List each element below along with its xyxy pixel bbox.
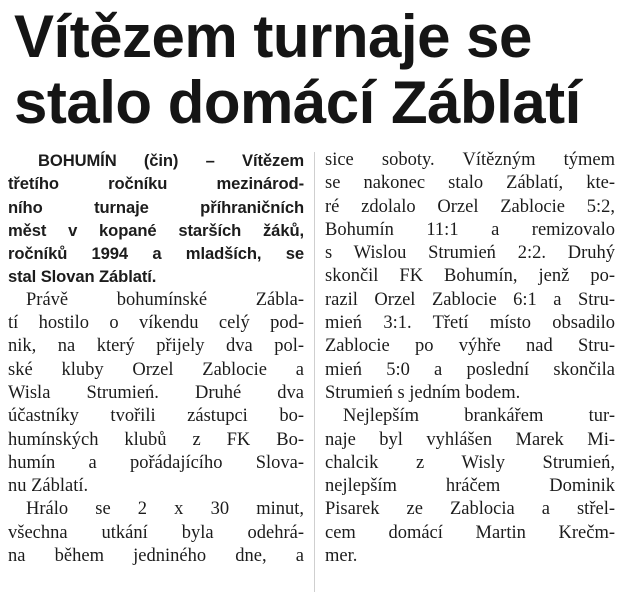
- text-line: Zablocie po výhře nad Stru-: [325, 336, 615, 357]
- left-column: [8, 149, 304, 568]
- lead-line: stal Slovan Záblatí.: [8, 267, 157, 287]
- text-line: humínských klubů z FK Bo-: [8, 429, 304, 450]
- body-paragraph: [325, 149, 615, 405]
- lead-line: třetího ročníku mezinárod-: [8, 174, 304, 194]
- text-line: skončil FK Bohumín, jenž po-: [325, 266, 615, 287]
- text-line: razil Orzel Zablocie 6:1 a Stru-: [325, 289, 615, 310]
- headline-line: stalo domácí Záblatí: [14, 69, 581, 136]
- text-line: Pisarek ze Zablocia a střel-: [325, 499, 615, 520]
- text-line: na během jedniného dne, a: [8, 546, 304, 567]
- right-column: [325, 149, 615, 568]
- text-line: sice soboty. Vítězným týmem: [325, 150, 615, 170]
- text-line: mer.: [325, 546, 358, 567]
- lead-paragraph: [8, 149, 304, 289]
- text-line: chalcik z Wisly Strumień,: [325, 452, 615, 473]
- body-paragraph: [325, 405, 615, 568]
- text-line: ré zdolalo Orzel Zablocie 5:2,: [325, 196, 615, 217]
- text-line: Hrálo se 2 x 30 minut,: [26, 499, 304, 520]
- text-line: nu Záblatí.: [8, 476, 89, 497]
- text-line: mień 5:0 a poslední skončila: [325, 359, 615, 380]
- lead-line: ročníků 1994 a mladších, se: [8, 244, 304, 264]
- text-line: naje byl vyhlášen Marek Mi-: [325, 429, 615, 450]
- lead-line: BOHUMÍN (čin) – Vítězem: [38, 151, 304, 170]
- text-line: Právě bohumínské Zábla-: [26, 289, 304, 310]
- text-line: nik, na který přijely dva pol-: [8, 336, 304, 357]
- text-line: Nejlepším brankářem tur-: [343, 406, 615, 427]
- text-line: ské kluby Orzel Zablocie a: [8, 359, 304, 380]
- text-line: mień 3:1. Třetí místo obsadilo: [325, 313, 615, 334]
- text-line: všechna utkání byla odehrá-: [8, 522, 304, 543]
- text-line: Strumień s jedním bodem.: [325, 382, 521, 403]
- text-line: s Wislou Strumień 2:2. Druhý: [325, 243, 615, 264]
- headline: [14, 4, 620, 136]
- lead-line: měst v kopané starších žáků,: [8, 220, 304, 240]
- column-divider: [314, 152, 315, 592]
- text-line: Wisla Strumień. Druhé dva: [8, 382, 304, 403]
- body-paragraph: [8, 498, 304, 568]
- text-line: účastníky tvořili zástupci bo-: [8, 406, 304, 427]
- text-line: cem domácí Martin Krečm-: [325, 522, 615, 543]
- text-line: tí hostilo o víkendu celý pod-: [8, 313, 304, 334]
- text-line: se nakonec stalo Záblatí, kte-: [325, 173, 615, 194]
- headline-line: Vítězem turnaje se: [14, 3, 532, 70]
- body-paragraph: [8, 289, 304, 499]
- text-line: nejlepším hráčem Dominik: [325, 476, 615, 497]
- text-line: Bohumín 11:1 a remizovalo: [325, 219, 615, 240]
- text-line: humín a pořádajícího Slova-: [8, 452, 304, 473]
- lead-line: ního turnaje příhraničních: [8, 197, 304, 217]
